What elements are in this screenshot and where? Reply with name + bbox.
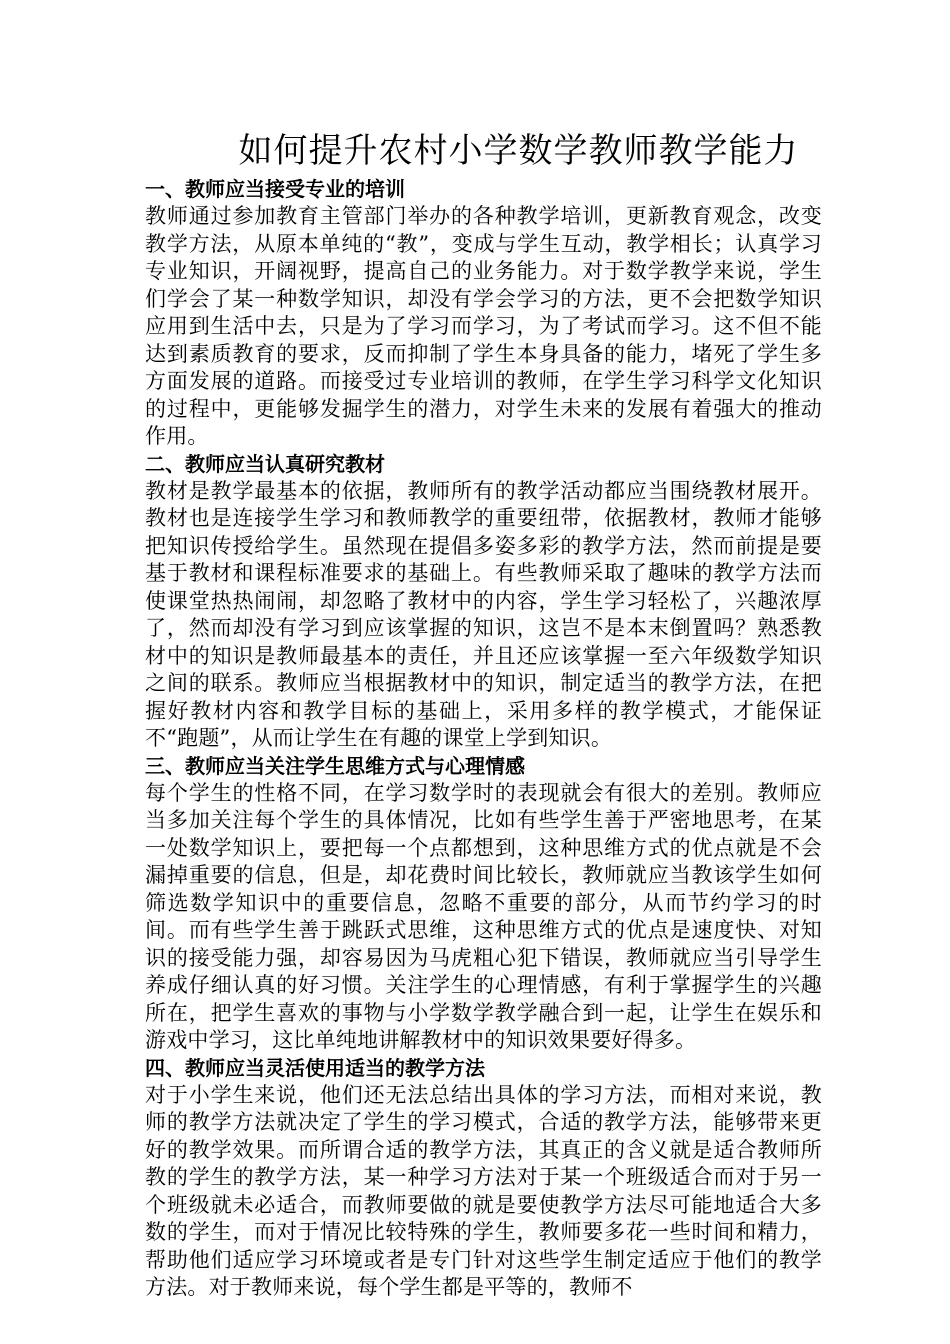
section-body-1: 教师通过参加教育主管部门举办的各种教学培训，更新教育观念，改变教学方法，从原本单纯的“教”，变成与学生互动，教学相长；认真学习专业知识，开阔视野，提高自己的业务能力。对于数学教学来说，学生们学会了某一种数学知识，却没有学会学习的方法，更不会把数学知识应用到生活中去，只是为了学习而学习，为了考试而学习。这不但不能达到素质教育的要求，反而抑制了学生本身具备的能力，堵死了学生多方面发展的道路。而接受过专业培训的教师，在学生学习科学文化知识的过程中，更能够发掘学生的潜力，对学生未来的发展有着强大的推动作用。 [145, 204, 822, 448]
section-heading-3: 三、教师应当关注学生思维方式与心理情感 [145, 753, 525, 778]
document-title: 如何提升农村小学数学教师教学能力 [238, 131, 799, 171]
section-body-2: 教材是教学最基本的依据，教师所有的教学活动都应当围绕教材展开。教材也是连接学生学习和教师教学的重要纽带，依据教材，教师才能够把知识传授给学生。虽然现在提倡多姿多彩的教学方法，然而前提是要基于教材和课程标准要求的基础上。有些教师采取了趣味的教学方法而使课堂热热闹闹，却忽略了教材中的内容，学生学习轻松了，兴趣浓厚了，然而却没有学习到应该掌握的知识，这岂不是本末倒置吗？熟悉教材中的知识是教师最基本的责任，并且还应该掌握一至六年级数学知识之间的联系。教师应当根据教材中的知识，制定适当的教学方法，在把握好教材内容和教学目标的基础上，采用多样的教学模式，才能保证不“跑题”，从而让学生在有趣的课堂上学到知识。 [145, 478, 822, 750]
section-heading-1: 一、教师应当接受专业的培训 [145, 177, 405, 201]
section-heading-4: 四、教师应当灵活使用适当的教学方法 [145, 1055, 485, 1080]
section-body-3: 每个学生的性格不同，在学习数学时的表现就会有很大的差别。教师应当多加关注每个学生的具体情况，比如有些学生善于严密地思考，在某一处数学知识上，要把每一个点都想到，这种思维方式的优点就是不会漏掉重要的信息，但是，却花费时间比较长，教师就应当教该学生如何筛选数学知识中的重要信息，忽略不重要的部分，从而节约学习的时间。而有些学生善于跳跃式思维，这种思维方式的优点是速度快、对知识的接受能力强，却容易因为马虎粗心犯下错误，教师就应当引导学生养成仔细认真的好习惯。关注学生的心理情感，有利于掌握学生的兴趣所在，把学生喜欢的事物与小学数学教学融合到一起，让学生在娱乐和游戏中学习，这比单纯地讲解教材中的知识效果要好得多。 [145, 780, 822, 1052]
section-body-4: 对于小学生来说，他们还无法总结出具体的学习方法，而相对来说，教师的教学方法就决定了学生的学习模式，合适的教学方法，能够带来更好的教学效果。而所谓合适的教学方法，其真正的含义就是适合教师所教的学生的教学方法，某一种学习方法对于某一个班级适合而对于另一个班级就未必适合，而教师要做的就是要使教学方法尽可能地适合大多数的学生，而对于情况比较特殊的学生，教师要多花一些时间和精力，帮助他们适应学习环境或者是专门针对这些学生制定适应于他们的教学方法。对于教师来说，每个学生都是平等的，教师不 [145, 1082, 822, 1299]
section-heading-2: 二、教师应当认真研究教材 [145, 451, 385, 476]
